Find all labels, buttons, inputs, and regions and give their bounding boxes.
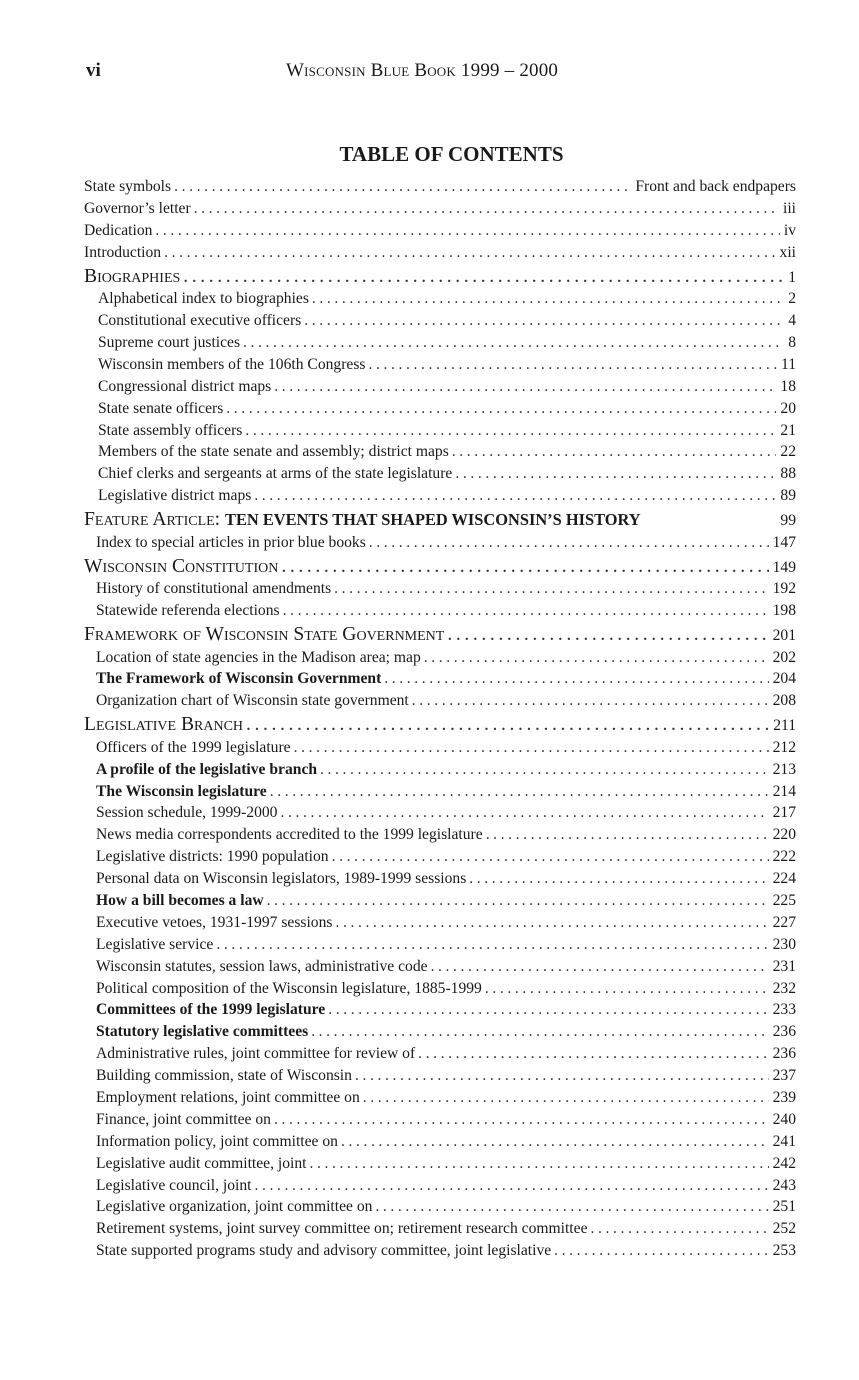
- entry-page: 22: [780, 443, 796, 461]
- toc-entry[interactable]: [84, 670, 796, 692]
- page-header: [86, 60, 796, 86]
- entry-label: Employment relations, joint committee on: [96, 1089, 360, 1107]
- entry-label: State senate officers: [98, 399, 224, 417]
- entry-label: How a bill becomes a law: [96, 892, 264, 910]
- toc-entry[interactable]: [84, 1242, 796, 1264]
- entry-label: State assembly officers: [98, 421, 243, 439]
- entry-page: xii: [779, 243, 796, 261]
- entry-page: Front and back endpapers: [635, 178, 796, 195]
- dot-leader: [270, 783, 769, 801]
- entry-page: 202: [772, 648, 796, 666]
- toc-entry[interactable]: [84, 1198, 796, 1220]
- toc-entry[interactable]: [84, 334, 796, 356]
- entry-page: 11: [780, 355, 796, 373]
- dot-leader: [335, 914, 768, 932]
- toc-entry[interactable]: [84, 892, 796, 914]
- dot-leader: [294, 739, 769, 757]
- dot-leader: [384, 670, 768, 688]
- dot-leader: [320, 761, 769, 779]
- entry-page: 220: [772, 826, 796, 844]
- entry-label: Organization chart of Wisconsin state government: [96, 692, 409, 710]
- toc-entry[interactable]: [84, 739, 796, 761]
- entry-label: Biographies: [84, 265, 181, 287]
- entry-label: Information policy, joint committee on: [96, 1132, 338, 1150]
- entry-label: Administrative rules, joint committee for review of: [96, 1045, 416, 1063]
- entry-label: [84, 509, 641, 531]
- toc-entry[interactable]: [84, 1220, 796, 1242]
- toc-entry[interactable]: [84, 378, 796, 400]
- toc-entry[interactable]: [84, 649, 796, 671]
- entry-label: Legislative Branch: [84, 714, 244, 736]
- dot-leader: [283, 602, 769, 620]
- entry-page: 217: [772, 804, 796, 822]
- dot-leader: [328, 1001, 768, 1019]
- dot-leader: [334, 580, 768, 598]
- dot-leader: [424, 649, 769, 667]
- entry-page: 231: [772, 957, 796, 975]
- toc-entry[interactable]: [84, 761, 796, 783]
- entry-page: 192: [772, 580, 796, 598]
- entry-label: Legislative council, joint: [96, 1176, 252, 1194]
- feature-prefix: Feature Article:: [84, 509, 221, 531]
- toc-entry[interactable]: [84, 312, 796, 334]
- entry-label: Legislative district maps: [98, 487, 252, 505]
- entry-page: 241: [772, 1132, 796, 1150]
- entry-page: 1: [788, 268, 796, 286]
- entry-page: 243: [772, 1176, 796, 1194]
- entry-label: Executive vetoes, 1931-1997 sessions: [96, 913, 333, 931]
- entry-page: 224: [772, 870, 796, 888]
- entry-label: Index to special articles in prior blue books: [96, 533, 366, 551]
- toc-entry[interactable]: [84, 487, 796, 509]
- entry-page: 18: [780, 377, 796, 395]
- entry-label: Legislative organization, joint committee on: [96, 1198, 373, 1216]
- entry-page: 236: [772, 1045, 796, 1063]
- toc-entry[interactable]: [84, 422, 796, 444]
- entry-page: 4: [788, 312, 796, 330]
- entry-label: Wisconsin members of the 106th Congress: [98, 355, 366, 373]
- entry-label: Chief clerks and sergeants at arms of the state legislature: [98, 465, 453, 483]
- entry-label: News media correspondents accredited to the 1999 legislature: [96, 826, 483, 844]
- entry-page: 253: [772, 1242, 796, 1260]
- entry-label: Committees of the 1999 legislature: [96, 1001, 326, 1019]
- toc-entry[interactable]: [84, 1001, 796, 1023]
- table-of-contents: [84, 178, 796, 1264]
- feature-title: TEN EVENTS THAT SHAPED WISCONSIN’S HISTORY: [225, 510, 641, 530]
- entry-page: 2: [788, 290, 796, 308]
- toc-entry[interactable]: [84, 980, 796, 1002]
- dot-leader: [309, 1155, 768, 1173]
- toc-entry[interactable]: [84, 580, 796, 602]
- toc-entry[interactable]: [84, 222, 796, 244]
- entry-label: Introduction: [84, 243, 162, 261]
- dot-leader: [254, 487, 776, 505]
- entry-page: 233: [772, 1001, 796, 1019]
- toc-entry[interactable]: [84, 804, 796, 826]
- toc-entry[interactable]: [84, 1155, 796, 1177]
- toc-entry[interactable]: [84, 356, 796, 378]
- toc-entry[interactable]: [84, 692, 796, 714]
- entry-page: 252: [772, 1220, 796, 1238]
- toc-entry[interactable]: [84, 200, 796, 222]
- entry-page: 242: [772, 1154, 796, 1172]
- dot-leader: [452, 443, 777, 461]
- toc-title: TABLE OF CONTENTS: [339, 142, 564, 166]
- dot-leader: [183, 266, 784, 288]
- dot-leader: [254, 1177, 768, 1195]
- entry-label: Finance, joint committee on: [96, 1110, 271, 1128]
- toc-entry[interactable]: [84, 1045, 796, 1067]
- entry-page: 20: [780, 399, 796, 417]
- entry-page: 230: [772, 935, 796, 953]
- dot-leader: [455, 465, 776, 483]
- dot-leader: [246, 714, 769, 736]
- entry-page: 232: [772, 979, 796, 997]
- entry-label: Officers of the 1999 legislature: [96, 738, 291, 756]
- dot-leader: [418, 1045, 768, 1063]
- entry-page: 240: [772, 1110, 796, 1128]
- toc-entry[interactable]: [84, 244, 796, 266]
- entry-label: Legislative service: [96, 935, 214, 953]
- entry-label: History of constitutional amendments: [96, 580, 332, 598]
- entry-page: 21: [780, 421, 796, 439]
- entry-page: 8: [788, 333, 796, 351]
- dot-leader: [312, 290, 784, 308]
- entry-label: Statutory legislative committees: [96, 1023, 309, 1041]
- dot-leader: [368, 356, 777, 374]
- entry-label: State supported programs study and advisory committee, joint legislative: [96, 1242, 552, 1260]
- entry-page: 237: [772, 1067, 796, 1085]
- dot-leader: [369, 534, 769, 552]
- entry-page: 222: [772, 848, 796, 866]
- dot-leader: [332, 848, 769, 866]
- dot-leader: [375, 1198, 768, 1216]
- dot-leader: [311, 1023, 768, 1041]
- entry-label: Dedication: [84, 221, 153, 239]
- entry-page: 225: [772, 892, 796, 910]
- toc-section-feature-article[interactable]: [84, 509, 796, 534]
- entry-page: 149: [772, 558, 796, 576]
- entry-page: 236: [772, 1023, 796, 1041]
- toc-entry[interactable]: [84, 443, 796, 465]
- entry-label: Statewide referenda elections: [96, 602, 280, 620]
- toc-section-legislative-branch[interactable]: [84, 714, 796, 739]
- toc-section-constitution[interactable]: [84, 556, 796, 581]
- entry-page: 211: [773, 717, 796, 735]
- entry-label: Retirement systems, joint survey committee on; retirement research committee: [96, 1220, 588, 1238]
- entry-label: Legislative districts: 1990 population: [96, 848, 329, 866]
- entry-page: 213: [772, 760, 796, 778]
- entry-label: The Wisconsin legislature: [96, 782, 267, 800]
- entry-label: Governor’s letter: [84, 199, 191, 217]
- entry-label: Legislative audit committee, joint: [96, 1154, 307, 1172]
- dot-leader: [243, 334, 784, 352]
- dot-leader: [355, 1067, 769, 1085]
- toc-entry[interactable]: [84, 783, 796, 805]
- toc-entry[interactable]: [84, 1089, 796, 1111]
- dot-leader: [412, 692, 769, 710]
- toc-entry[interactable]: [84, 1067, 796, 1089]
- entry-label: Personal data on Wisconsin legislators, 1989-1999 sessions: [96, 870, 467, 888]
- entry-page: 89: [780, 487, 796, 505]
- dot-leader: [226, 400, 776, 418]
- dot-leader: [216, 936, 768, 954]
- entry-page: 208: [772, 692, 796, 710]
- entry-label: Supreme court justices: [98, 333, 241, 351]
- dot-leader: [274, 378, 776, 396]
- entry-page: 147: [772, 533, 796, 551]
- entry-label: Alphabetical index to biographies: [98, 290, 309, 308]
- toc-entry[interactable]: [84, 465, 796, 487]
- toc-entry[interactable]: [84, 958, 796, 980]
- toc-entry[interactable]: [84, 936, 796, 958]
- dot-leader: [164, 244, 775, 262]
- entry-label: Wisconsin statutes, session laws, administrative code: [96, 957, 428, 975]
- entry-page: 214: [772, 782, 796, 800]
- dot-leader: [245, 422, 776, 440]
- toc-entry[interactable]: [84, 870, 796, 892]
- entry-page: 212: [772, 738, 796, 756]
- toc-entry[interactable]: [84, 848, 796, 870]
- entry-label: Location of state agencies in the Madison area; map: [96, 648, 421, 666]
- toc-entry[interactable]: [84, 178, 796, 200]
- entry-page: iii: [783, 199, 796, 217]
- dot-leader: [155, 222, 779, 240]
- dot-leader: [281, 556, 768, 578]
- dot-leader: [341, 1133, 769, 1151]
- entry-page: 204: [772, 670, 796, 688]
- toc-entry[interactable]: [84, 1111, 796, 1133]
- dot-leader: [267, 892, 769, 910]
- toc-entry[interactable]: [84, 1177, 796, 1199]
- entry-label: Congressional district maps: [98, 377, 272, 395]
- toc-entry[interactable]: [84, 290, 796, 312]
- toc-entry[interactable]: [84, 826, 796, 848]
- dot-leader: [591, 1220, 769, 1238]
- entry-page: 88: [780, 465, 796, 483]
- dot-leader: [431, 958, 769, 976]
- dot-leader: [194, 200, 779, 218]
- dot-leader: [280, 804, 768, 822]
- entry-label: Wisconsin Constitution: [84, 555, 279, 577]
- dot-leader: [174, 178, 631, 196]
- entry-page: 198: [772, 602, 796, 620]
- entry-page: iv: [783, 221, 796, 239]
- entry-label: Members of the state senate and assembly; district maps: [98, 443, 449, 461]
- entry-label: Constitutional executive officers: [98, 312, 302, 330]
- entry-label: Political composition of the Wisconsin legislature, 1885-1999: [96, 979, 482, 997]
- entry-page: 227: [772, 913, 796, 931]
- toc-entry[interactable]: [84, 602, 796, 624]
- dot-leader: [363, 1089, 769, 1107]
- toc-section-biographies[interactable]: [84, 266, 796, 291]
- toc-section-framework[interactable]: [84, 624, 796, 649]
- dot-leader: [447, 624, 768, 646]
- toc-entry[interactable]: [84, 1133, 796, 1155]
- dot-leader: [485, 980, 769, 998]
- running-title: Wisconsin Blue Book 1999 – 2000: [286, 60, 559, 81]
- dot-leader: [554, 1242, 768, 1260]
- entry-page: 201: [772, 626, 796, 644]
- dot-leader: [486, 826, 769, 844]
- entry-label: Building commission, state of Wisconsin: [96, 1067, 352, 1085]
- dot-leader: [469, 870, 768, 888]
- toc-entry[interactable]: [84, 1023, 796, 1045]
- entry-label: Framework of Wisconsin State Government: [84, 623, 445, 645]
- entry-label: The Framework of Wisconsin Government: [96, 670, 382, 688]
- entry-page: 99: [780, 512, 796, 530]
- entry-label: Session schedule, 1999-2000: [96, 804, 278, 822]
- toc-entry[interactable]: [84, 400, 796, 422]
- toc-entry[interactable]: [84, 914, 796, 936]
- page-number: vi: [86, 60, 101, 81]
- entry-label: State symbols: [84, 178, 172, 195]
- entry-page: 251: [772, 1198, 796, 1216]
- toc-entry[interactable]: [84, 534, 796, 556]
- dot-leader: [304, 312, 784, 330]
- entry-label: A profile of the legislative branch: [96, 760, 318, 778]
- entry-page: 239: [772, 1089, 796, 1107]
- dot-leader: [274, 1111, 769, 1129]
